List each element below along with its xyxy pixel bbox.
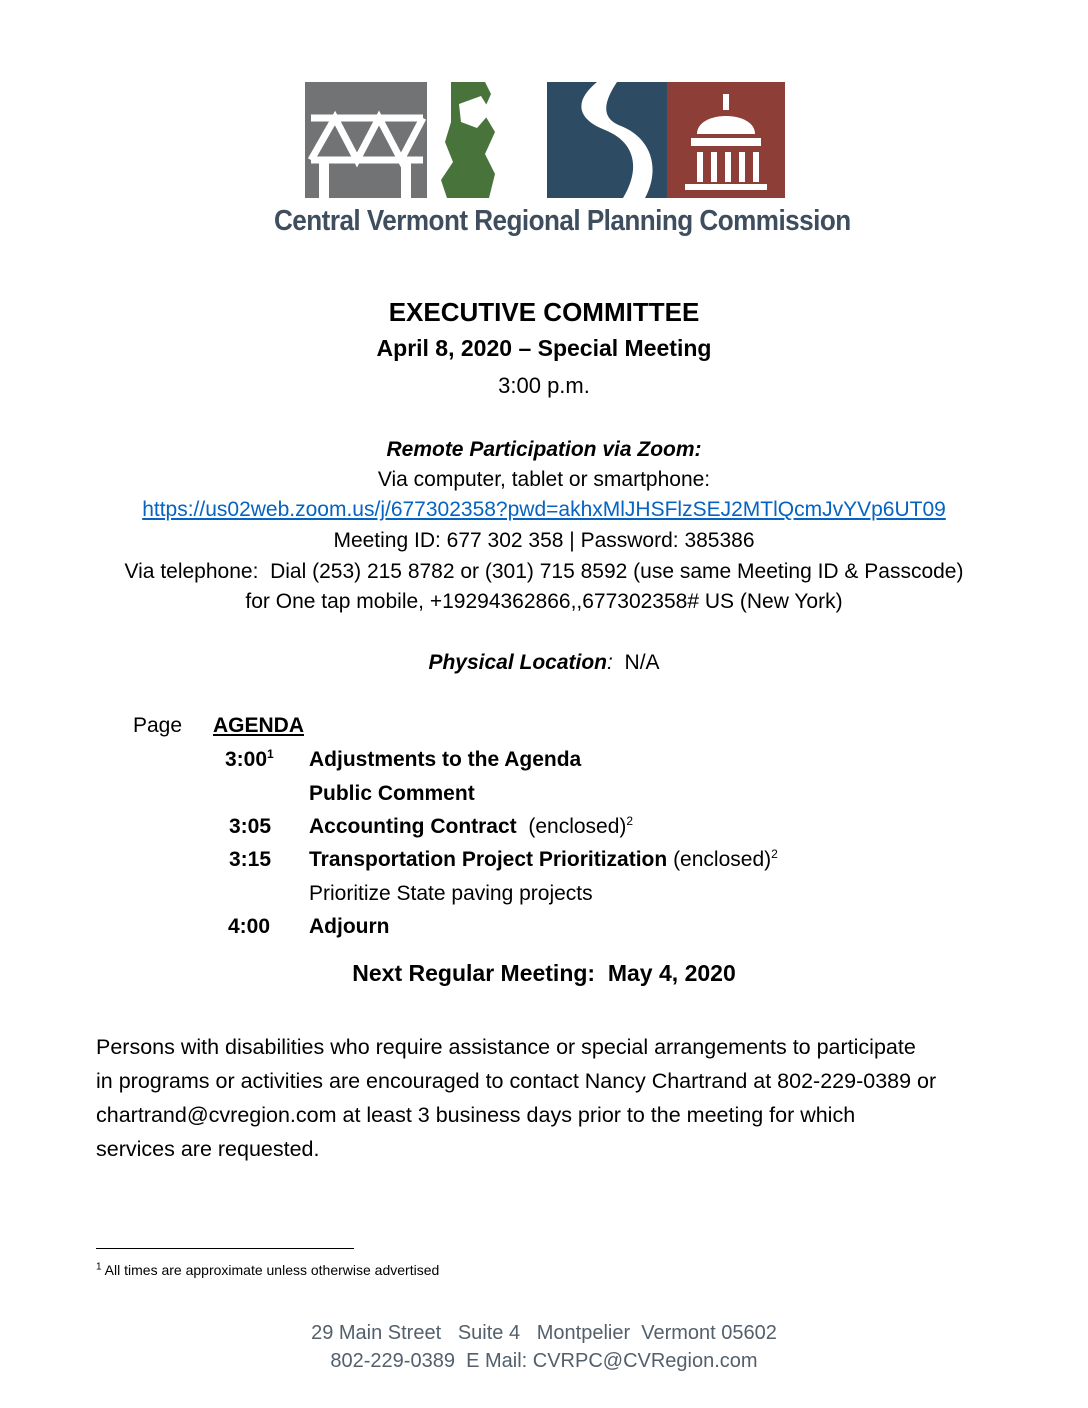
agenda-item-title: Public Comment <box>309 782 475 805</box>
agenda-item-title: Transportation Project Prioritization <box>309 848 668 871</box>
agenda-item-note: (enclosed) <box>528 815 627 838</box>
footer-address: 29 Main Street Suite 4 Montpelier Vermont 05602 <box>311 1322 777 1344</box>
meeting-id-line: Meeting ID: 677 302 358 | Password: 385386 <box>333 529 755 552</box>
agenda-heading: AGENDA <box>213 714 305 737</box>
one-tap-line: for One tap mobile, +19294362866,,677302358# US (New York) <box>245 590 843 613</box>
footer-contact: 802-229-0389 E Mail: CVRPC@CVRegion.com <box>330 1350 758 1372</box>
zoom-link[interactable]: https://us02web.zoom.us/j/677302358?pwd=akhxMlJHSFlzSEJ2MTlQcmJvYVp6UT09 <box>142 498 946 521</box>
committee-title: EXECUTIVE COMMITTEE <box>388 297 700 327</box>
agenda-time: $3:00^1$ <box>225 747 274 771</box>
agenda-time: 4:00 <box>228 915 271 938</box>
agenda-item-note: (enclosed) <box>673 848 772 871</box>
agenda-time: 3:05 <box>229 815 272 838</box>
footnote-divider <box>96 1248 354 1249</box>
meeting-date: April 8, 2020 – Special Meeting <box>376 335 712 361</box>
accessibility-notice: Persons with disabilities who require assistance or special arrangements to participate in programs or activities are encouraged to contact Nancy Chartrand at 802-229-0389 or chartrand@cvregion.com at least 3 business days prior to the meeting for which services are requested. <box>96 1035 937 1161</box>
page-label: Page <box>133 714 183 737</box>
next-meeting: Next Regular Meeting: May 4, 2020 <box>352 960 736 986</box>
agenda-item: Accounting Contract (enclosed)$^2$ <box>309 814 634 838</box>
cvrpc-logo <box>305 82 785 198</box>
telephone-line: Via telephone: Dial (253) 215 8782 or (301) 715 8592 (use same Meeting ID & Passcode) <box>124 560 964 583</box>
agenda-item-title: Adjustments to the Agenda <box>309 748 582 771</box>
remote-heading: Remote Participation via Zoom: <box>386 438 702 461</box>
footnote: $^1$ All times are approximate unless otherwise advertised <box>96 1261 440 1278</box>
org-name: Central Vermont Regional Planning Commission <box>274 205 851 237</box>
via-computer-text: Via computer, tablet or smartphone: <box>377 468 711 491</box>
agenda-item-title: Accounting Contract <box>309 815 517 838</box>
physical-location: Physical Location: N/A <box>428 651 660 674</box>
agenda-item: Transportation Project Prioritization (enclosed)$^2$ <box>309 847 778 871</box>
agenda-item-title: Adjourn <box>309 915 390 938</box>
location-label: Physical Location <box>428 651 608 674</box>
meeting-time: 3:00 p.m. <box>498 373 590 398</box>
location-value: N/A <box>624 651 660 674</box>
agenda-time: 3:15 <box>229 848 272 871</box>
agenda-item-note: Prioritize State paving projects <box>309 882 593 905</box>
